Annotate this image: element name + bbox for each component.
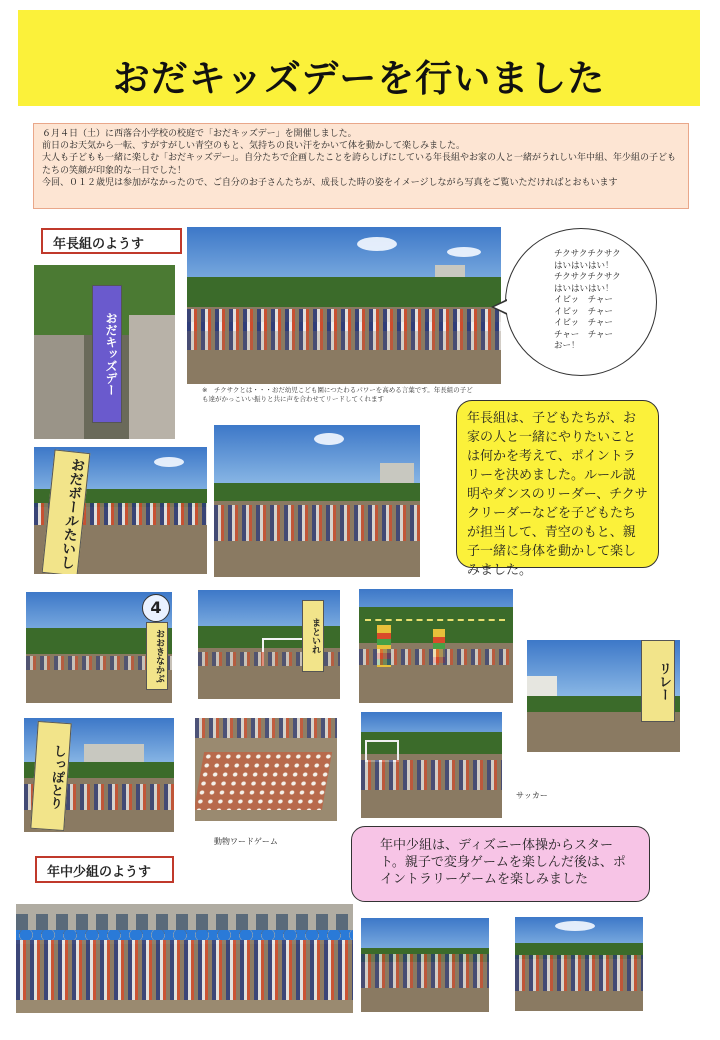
junior-section-label: 年中少組のようす (35, 856, 174, 883)
soccer-caption: サッカー (516, 791, 548, 800)
intro-box (33, 123, 689, 209)
photo-station-5 (198, 590, 340, 699)
station-4-sign: おおきなかぶ (146, 622, 168, 690)
relay-sign: リレー (641, 640, 675, 722)
page-title: おだキッズデーを行いました (112, 57, 606, 100)
intro-line: 前日のお天気から一転、すがすがしい青空のもと、気持ちの良い汗をかいて体を動かして楽しみました。 (42, 141, 466, 152)
photo-station-4 (26, 592, 172, 703)
chant-bubble (505, 228, 657, 376)
station-5-sign: まといれ (302, 600, 324, 672)
photo-entrance-sign (34, 265, 175, 439)
senior-section-label: 年長組のようす (41, 228, 182, 254)
photo-disney-exercise (16, 904, 353, 1013)
photo-dance (214, 425, 420, 577)
senior-description: 年長組は、子どもたちが、お家の人と一緒にやりたいことは何かを考えて、ポイントラリーを決めました。ルール説明やダンスのリーダー、チクサクリーダーなどを子どもたちが担当して、青空のもと、親子一緒に身体を動かして楽しみました。 (456, 400, 659, 568)
photo-word-game (195, 718, 337, 821)
photo-relay (527, 640, 680, 752)
photo-warmup (187, 227, 501, 384)
chant-text: チクサクチクサク はいはいはい！ チクサクチクサク はいはいはい！ イビッ チャー イビッ チャー イビッ チャー チャー チャー おー！ (554, 249, 621, 351)
entrance-sign: おだキッズデー (92, 285, 122, 423)
photo-ball-game (34, 447, 207, 574)
title-banner (18, 10, 700, 106)
intro-line: ６月４日（土）に西落合小学校の校庭で「おだキッズデー」を開催しました。 (42, 129, 357, 139)
word-game-caption: 動物ワードゲーム (214, 837, 278, 846)
ball-game-sign: おだボールたいし (42, 449, 91, 574)
junior-description: 年中少組は、ディズニー体操からスタート。親子で変身ゲームを楽しんだ後は、ポイントラリーゲームを楽しみました (351, 826, 650, 902)
intro-line: 今回、０１２歳児は参加がなかったので、ご自分のお子さんたちが、成長した時の姿をイメージしながら写真をご覧いただければとおもいます (42, 177, 618, 188)
tail-tag-sign: しっぽとり (30, 721, 71, 831)
photo-soccer (361, 712, 502, 818)
intro-line: 大人も子どもも一緒に楽しむ「おだキッズデー」。自分たちで企画したことを誇らしげにしている年長組やお家の人と一緒がうれしい年中組、年少組の子どもたちの笑顔が印象的な一日でした！ (42, 153, 677, 176)
photo-transform-game (361, 918, 489, 1012)
station-number: 4 (142, 594, 170, 622)
chiku-saku-footnote: ※ チクサクとは・・・おだ幼児こども園につたわるパワーを高める言葉です。年長組の子ども達がかっこいい振りと共に声を合わせてリードしてくれます (202, 386, 473, 403)
photo-goal-game (359, 589, 513, 703)
photo-tail-tag (24, 718, 174, 832)
photo-point-rally (515, 917, 643, 1011)
